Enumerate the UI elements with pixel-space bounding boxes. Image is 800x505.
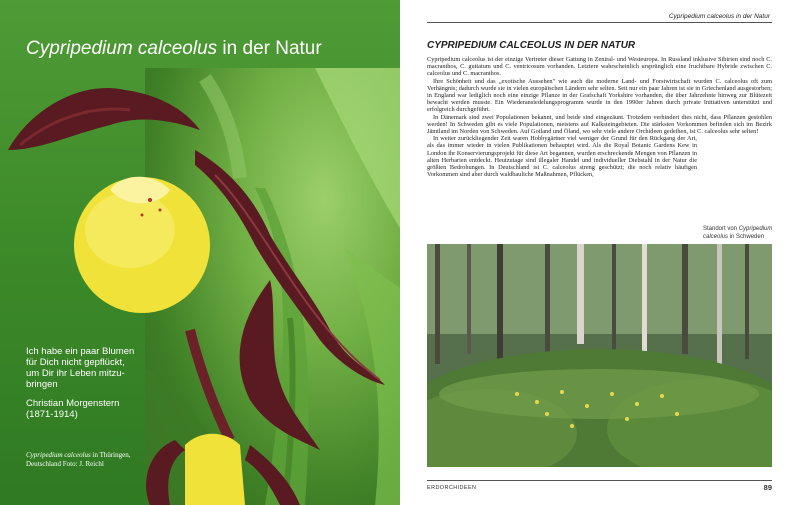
forest-caption-suffix: in Schweden bbox=[728, 233, 765, 240]
paragraph-3: In Dänemark sind zwei Populationen bekannt, und beide sind eingezäunt. Trotzdem verhindert dies nicht, dass Pflanzen gestohlen werden! In Schweden gibt es viele Populationen, meistens auf Kalksteingebieten. Die stärksten Vorkommen befinden sich im Bezirk Jämtland im Norden von Schweden. Auf Gotland und Öland, wo sehr viele andere Orchideen gedeihen, ist C. calceolus sehr selten! bbox=[427, 113, 772, 136]
left-page-title bbox=[26, 38, 322, 60]
quote-line-2: für Dich nicht gepflückt, bbox=[26, 357, 125, 368]
body-text bbox=[427, 56, 772, 178]
footer-book-section: ERDORCHIDEEN bbox=[427, 485, 477, 491]
running-head: Cypripedium calceolus in der Natur bbox=[668, 13, 770, 20]
orchid-photo bbox=[145, 68, 400, 505]
quote-author: Christian Morgenstern bbox=[26, 398, 120, 409]
forest-photo bbox=[427, 244, 772, 467]
forest-caption bbox=[703, 226, 773, 241]
quote-block bbox=[26, 346, 144, 420]
paragraph-1: Cypripedium calceolus ist der einzige Vertreter dieser Gattung in Zentral- und Westeuropa. In Russland inklusive Sibirien sind noch C. macranthos, C. guttatum und C. ventricosum vorhanden. Letztere wahrscheinlich ursprünglich eine fruchtbare Hybride zwischen C. calceolus und C. macranthos. bbox=[427, 56, 772, 78]
top-rule bbox=[427, 22, 772, 23]
section-title-rest: IN DER NATUR bbox=[561, 40, 636, 51]
forest-caption-prefix: Standort von bbox=[703, 226, 739, 232]
page-number: 89 bbox=[763, 483, 772, 492]
section-title bbox=[427, 40, 635, 51]
section-title-species: CYPRIPEDIUM CALCEOLUS bbox=[427, 40, 562, 51]
title-species: Cypripedium calceolus bbox=[26, 38, 218, 59]
photo-caption bbox=[26, 451, 146, 469]
quote-line-3: um Dir ihr Leben mitzu- bbox=[26, 368, 125, 379]
bottom-rule bbox=[427, 480, 772, 481]
quote-years: (1871-1914) bbox=[26, 409, 78, 420]
paragraph-2: Ihre Schönheit und das „exotische Aussehen" wie auch die moderne Land- und Forstwirtschaft wurden C. calceolus oft zum Verhängnis; dadurch wurde sie in vielen europäischen Ländern sehr selten. Seit nur ein paar Jahren ist sie in Griechenland ausgestorben; in England war lediglich noch eine einzige Pflanze in der Grafschaft Yorkshire vorhanden, die über Jahrzehnte hinweg zur Blütezeit bewacht werden musste. Ein Wiederansiedelungsprogramm wurde in den 1990er Jahren durch private Initiativen unterstützt und erfolgreich durchgeführt. bbox=[427, 77, 772, 114]
title-rest: in der Natur bbox=[217, 38, 322, 59]
forest-caption-species: Cypripedium calceolus bbox=[703, 226, 773, 240]
caption-species: Cypripedium calceolus bbox=[26, 451, 91, 459]
quote-line-4: bringen bbox=[26, 379, 58, 390]
paragraph-4: In weiter zurückliegender Zeit waren Hobbygärtner viel weniger der Grund für den Rückgang der Art, als das immer wieder in vielen Publikationen behauptet wird. Als die Royal Botanic Gardens Kew in London ihr Konservierungsprojekt für diese Art begannen, wurden erschreckende Mengen von Pflanzen in alten Herbarien entdeckt. Heutzutage sind illegaler Handel und individueller Diebstahl in der Natur die größten Bedrohungen. In Deutschland ist C. calceolus streng geschützt; die noch relativ häufigen Vorkommen sind aber durch waldbauliche Maßnahmen, Pflücken, bbox=[427, 135, 697, 179]
quote-line-1: Ich habe ein paar Blumen bbox=[26, 346, 135, 357]
caption-rest: in Thüringen, Deutschland Foto: J. Reichl bbox=[26, 451, 131, 468]
right-page bbox=[400, 0, 800, 505]
